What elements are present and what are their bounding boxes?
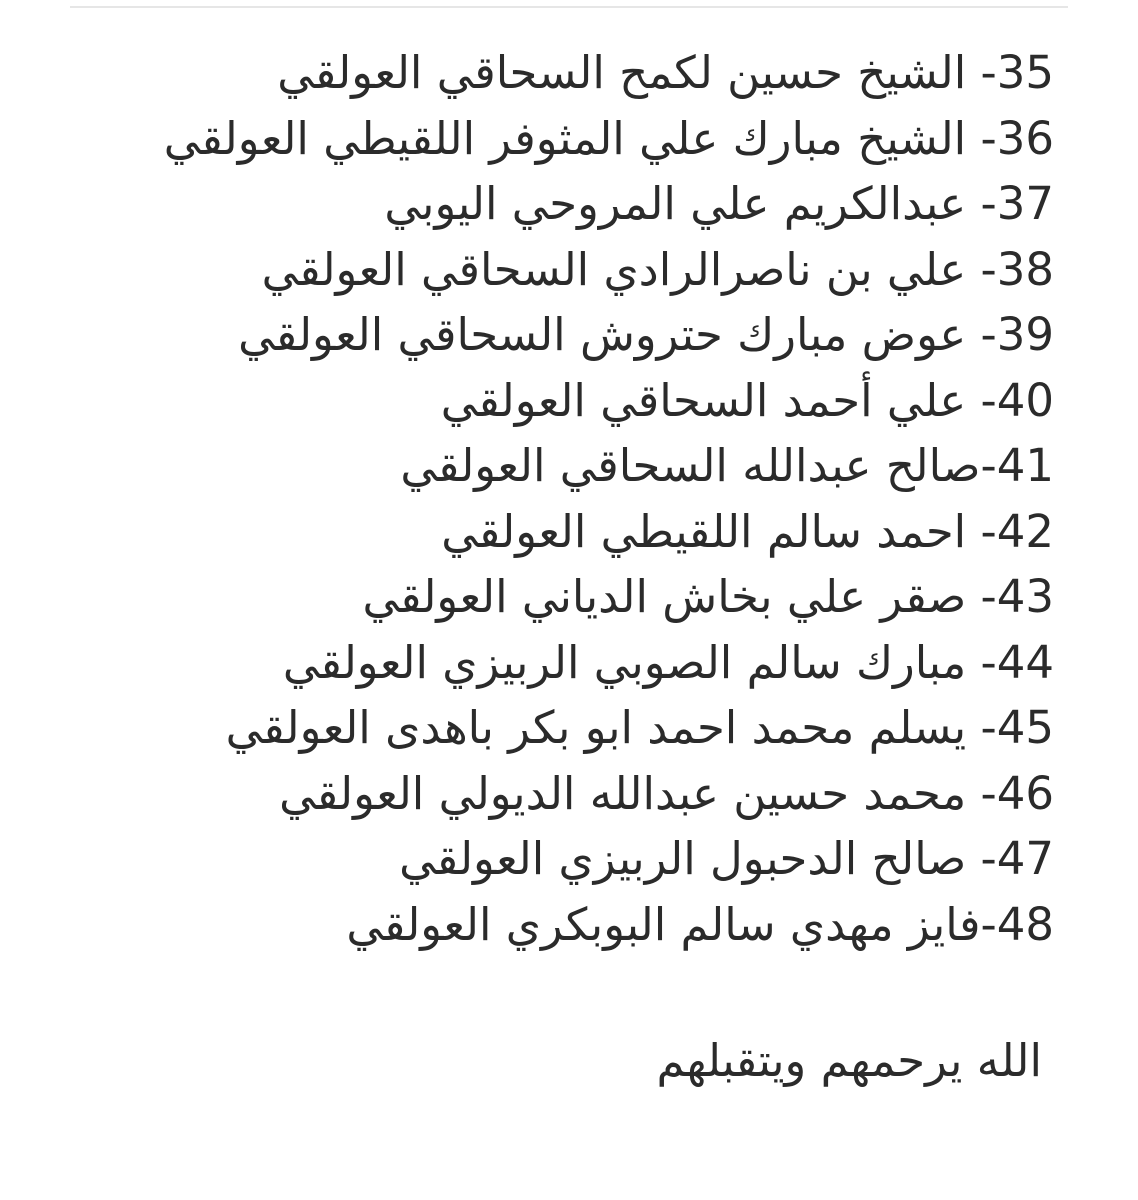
closing-prayer: الله يرحمهم ويتقبلهم [656,1034,1042,1087]
list-item: 37- عبدالكريم علي المروحي اليوبي [384,177,1054,230]
list-item: 39- عوض مبارك حتروش السحاقي العولقي [238,308,1054,361]
list-item: 44- مبارك سالم الصوبي الربيزي العولقي [282,635,1054,689]
top-divider [70,6,1068,8]
list-item: 36- الشيخ مبارك علي المثوفر اللقيطي العولقي [163,111,1054,165]
list-item: 47- صالح الدحبول الربيزي العولقي [399,832,1054,885]
list-item: 45- يسلم محمد احمد ابو بكر باهدى العولقي [225,701,1054,754]
list-item: 43- صقر علي بخاش الدياني العولقي [362,570,1054,623]
list-item: 41-صالح عبدالله السحاقي العولقي [400,439,1054,492]
list-item: 40- علي أحمد السحاقي العولقي [440,373,1054,427]
names-list [54,40,1054,957]
list-item: 38- علي بن ناصرالرادي السحاقي العولقي [261,242,1054,296]
list-item: 48-فايز مهدي سالم البوبكري العولقي [346,897,1054,951]
list-item: 42- احمد سالم اللقيطي العولقي [441,504,1054,558]
list-item: 46- محمد حسين عبدالله الديولي العولقي [279,766,1054,820]
list-item: 35- الشيخ حسين لكمح السحاقي العولقي [277,46,1054,99]
